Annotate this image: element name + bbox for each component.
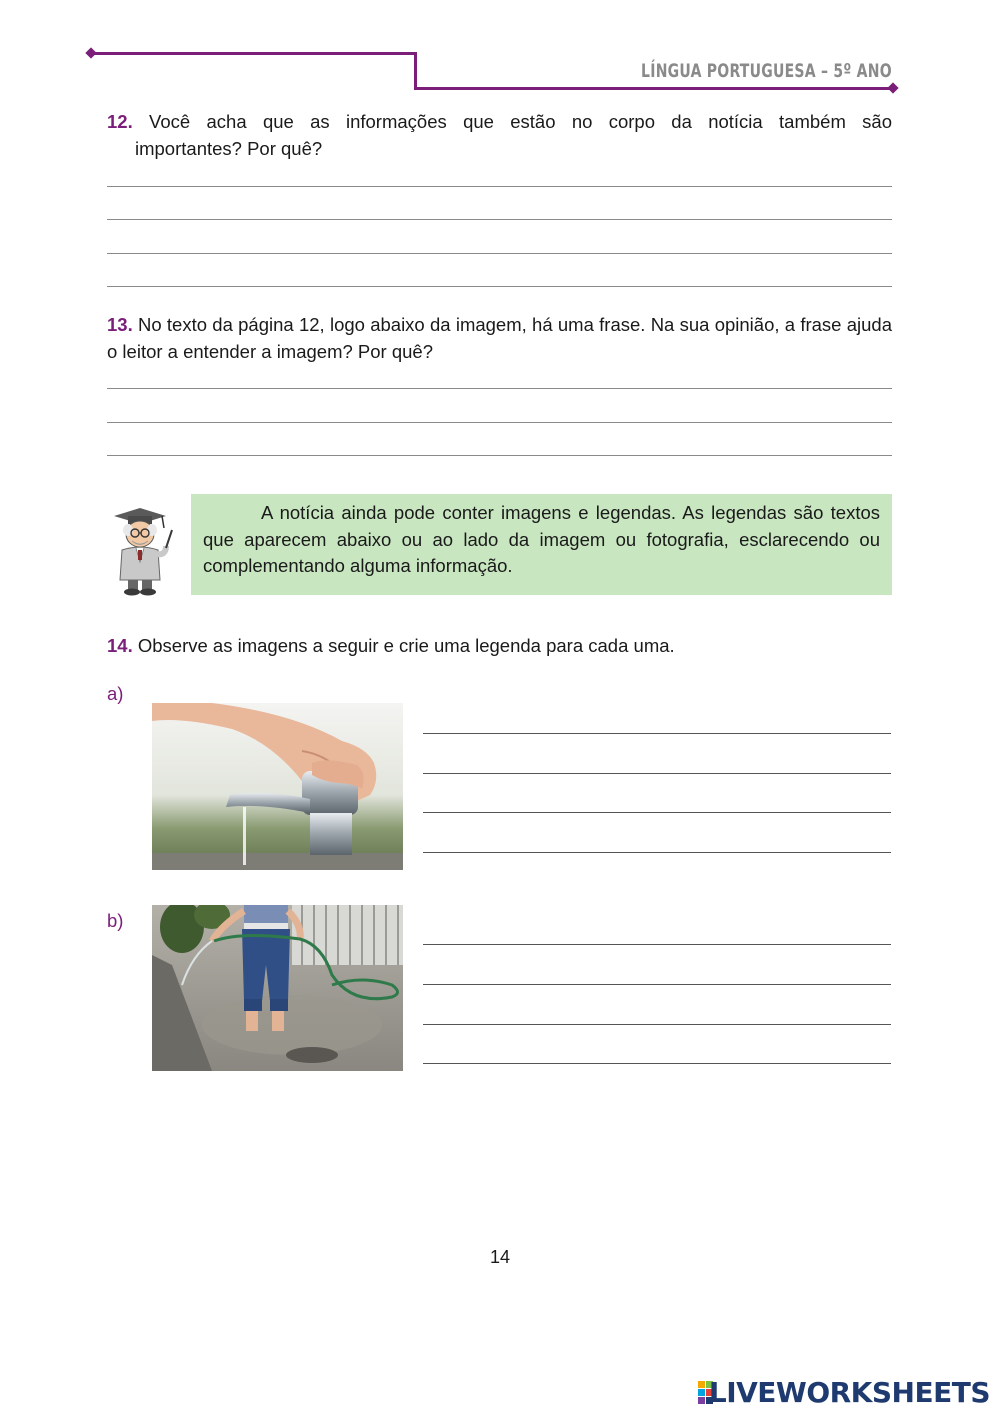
header-line-step	[414, 52, 417, 90]
question-13-text: No texto da página 12, logo abaixo da imagem, há uma frase. Na sua opinião, a frase ajuda o leitor a entender a imagem? Por quê?	[107, 314, 893, 362]
question-13	[107, 311, 892, 365]
question-14	[107, 632, 892, 659]
answer-line[interactable]	[107, 286, 892, 287]
page-number: 14	[489, 1247, 511, 1267]
header-line-bottom	[414, 87, 894, 90]
answer-line[interactable]	[107, 422, 892, 423]
caption-line-b[interactable]	[423, 1063, 891, 1064]
header-title: LÍNGUA PORTUGUESA – 5º ANO	[641, 60, 892, 82]
hose-photo	[152, 905, 403, 1071]
answer-line[interactable]	[107, 253, 892, 254]
tip-text: A notícia ainda pode conter imagens e legendas. As legendas são textos que aparecem abaixo ou ao lado da imagem ou fotografia, esclarecendo ou complementando alguma informação.	[203, 502, 880, 576]
answer-line[interactable]	[107, 219, 892, 220]
caption-line-a[interactable]	[423, 812, 891, 813]
caption-line-a[interactable]	[423, 733, 891, 734]
answer-line[interactable]	[107, 388, 892, 389]
question-12-text-line1: Você acha que as informações que estão no corpo da notícia também são	[149, 111, 892, 132]
question-14-number: 14.	[107, 635, 133, 656]
caption-line-a[interactable]	[423, 852, 891, 853]
answer-line[interactable]	[107, 186, 892, 187]
answer-line[interactable]	[107, 455, 892, 456]
question-12-line1	[107, 108, 892, 135]
question-12	[107, 108, 892, 162]
question-12-number: 12.	[107, 111, 133, 132]
faucet-photo	[152, 703, 403, 870]
caption-line-b[interactable]	[423, 984, 891, 985]
brand-wordmark: LIVEWORKSHEETS	[708, 1376, 990, 1409]
caption-line-b[interactable]	[423, 944, 891, 945]
tip-box	[191, 494, 892, 595]
caption-line-b[interactable]	[423, 1024, 891, 1025]
question-12-text-line2: importantes? Por quê?	[135, 138, 323, 159]
item-a-label: a)	[107, 683, 124, 704]
item-b-label: b)	[107, 910, 124, 931]
header-line-top	[92, 52, 416, 55]
question-13-number: 13.	[107, 314, 133, 335]
question-14-text: Observe as imagens a seguir e crie uma legenda para cada uma.	[137, 635, 675, 656]
caption-line-a[interactable]	[423, 773, 891, 774]
header-diamond-right	[887, 82, 898, 93]
teacher-icon	[108, 500, 176, 596]
